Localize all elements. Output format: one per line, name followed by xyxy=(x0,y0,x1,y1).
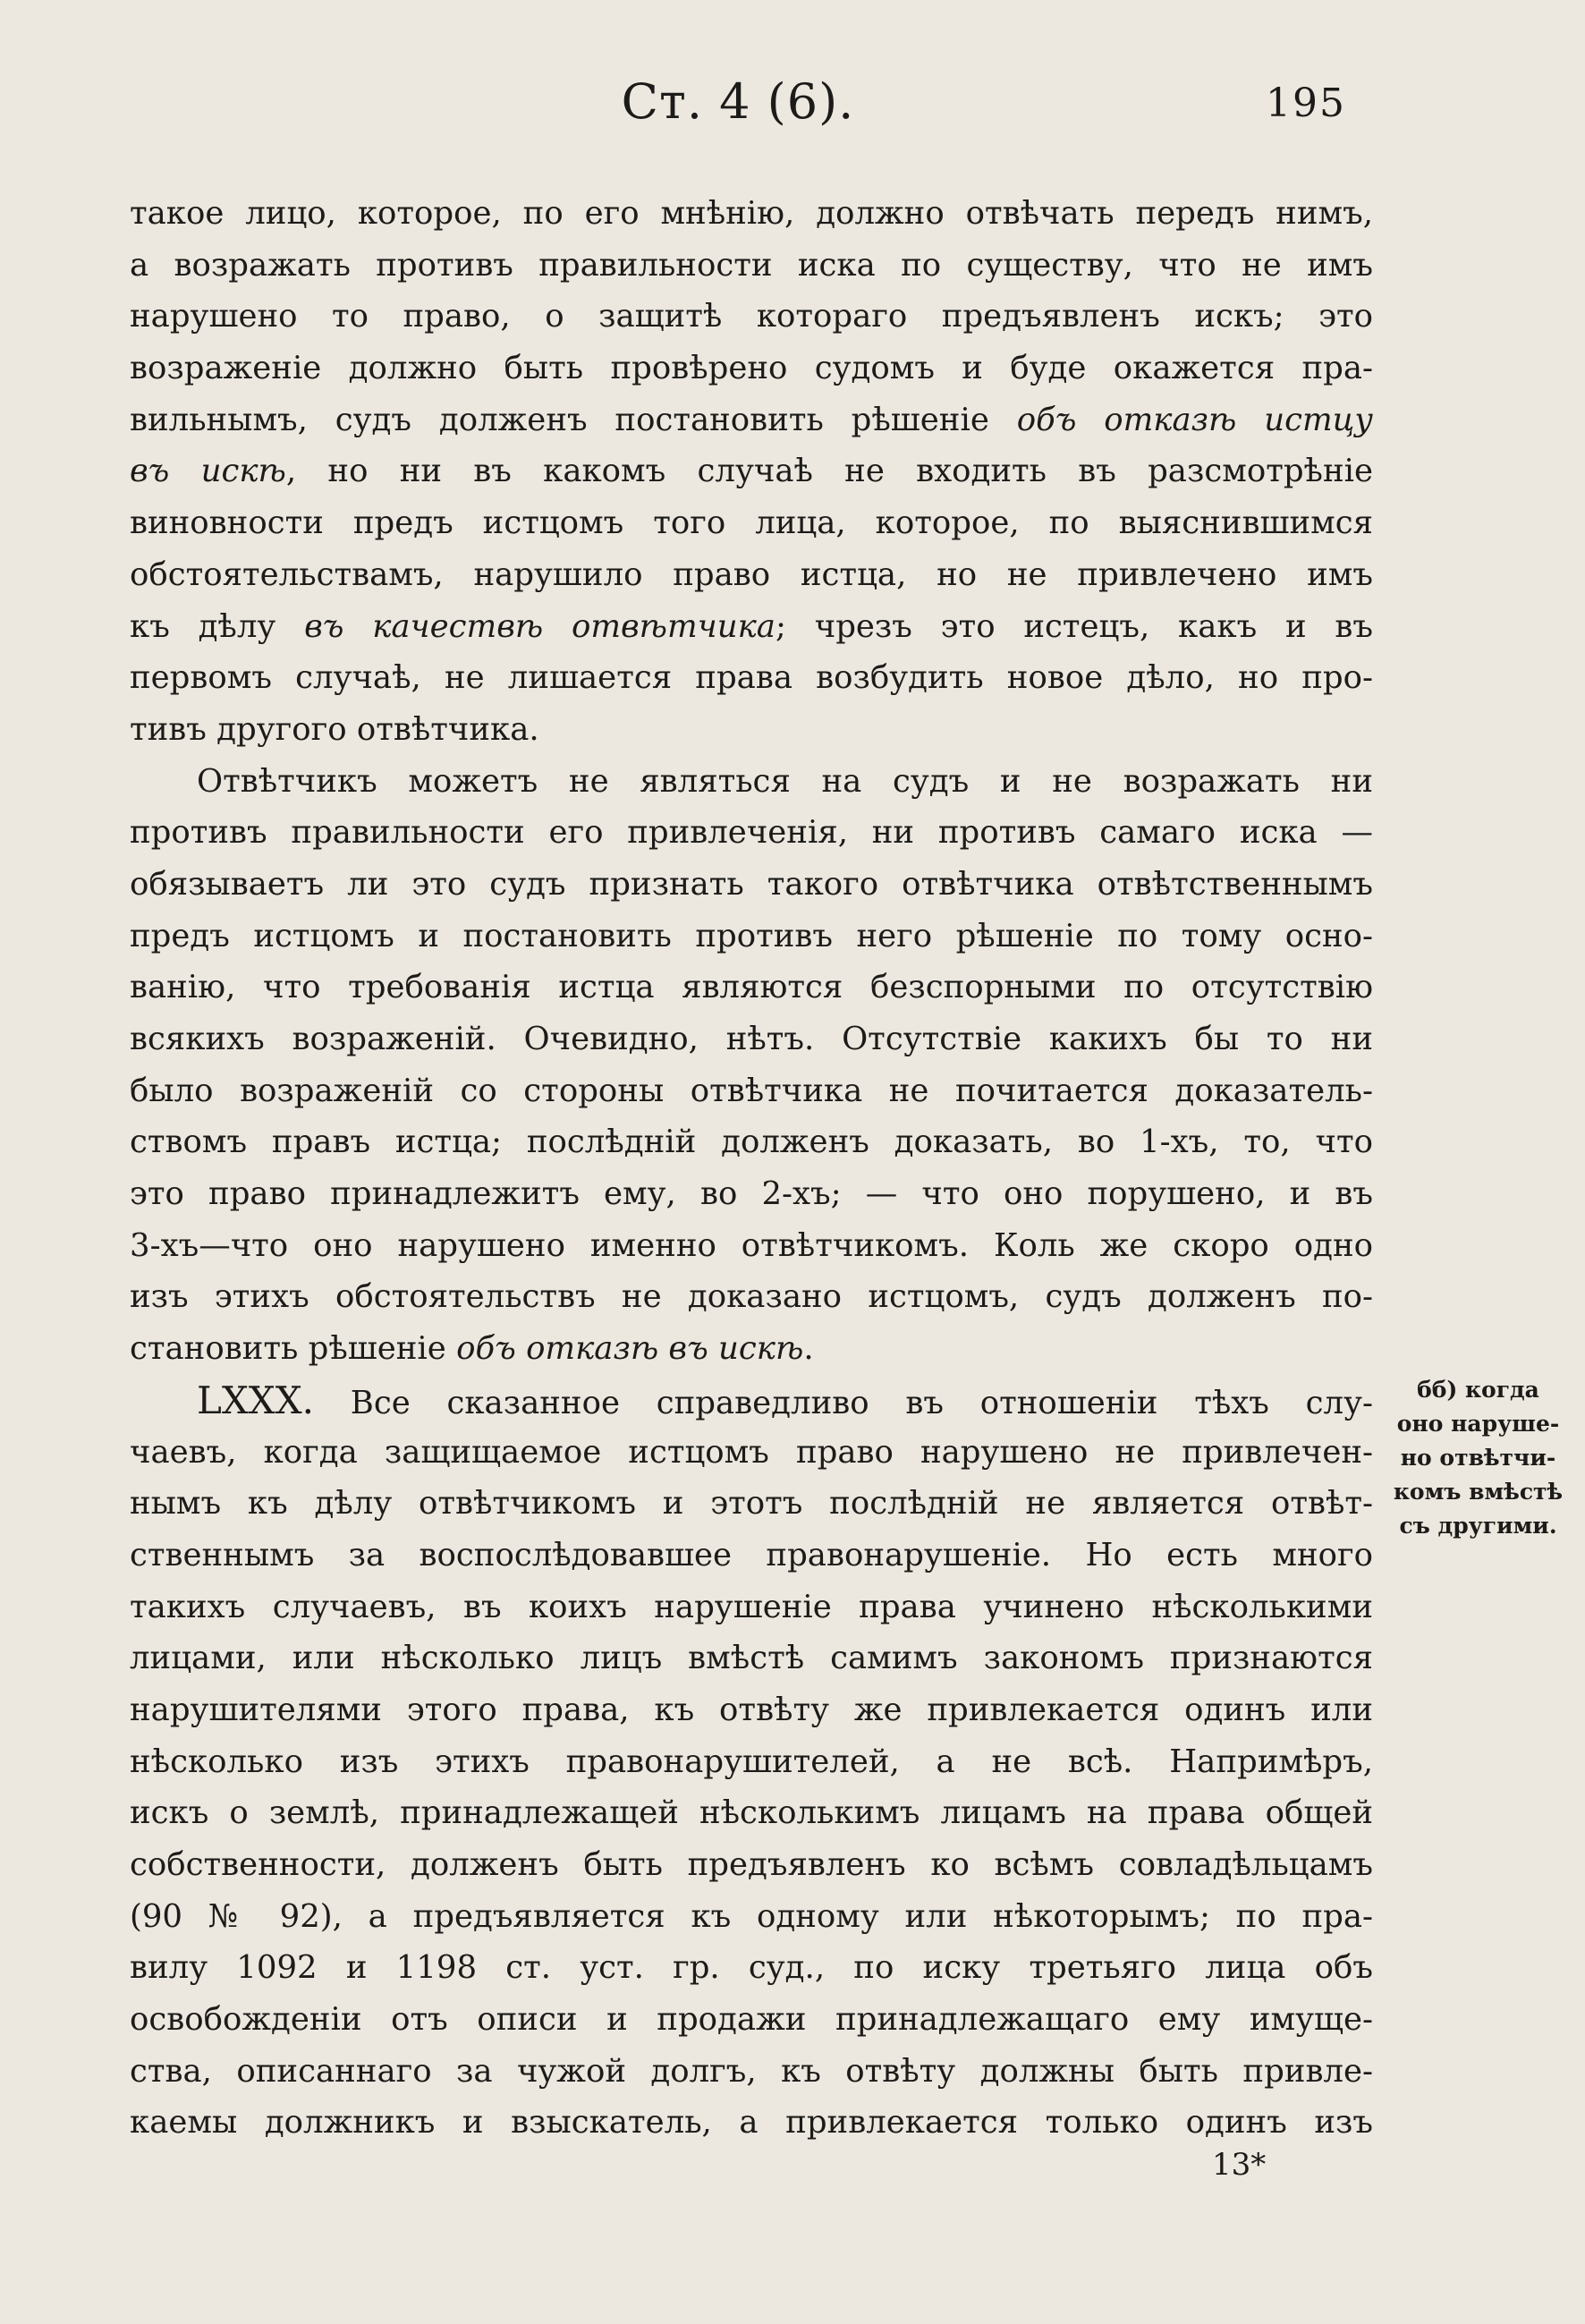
margin-note-line: съ другими. xyxy=(1399,1513,1557,1539)
margin-note-line: но отвѣтчи- xyxy=(1400,1445,1556,1471)
text-line: тивъ другого отвѣтчика. xyxy=(130,710,539,748)
text-line xyxy=(130,445,1373,497)
text-line: нымъ къ дѣлу отвѣтчикомъ и этотъ послѣдній не является отвѣт- xyxy=(130,1485,1373,1522)
text-segment: . xyxy=(803,1330,814,1368)
margin-note-line: комъ вмѣстѣ xyxy=(1393,1479,1564,1505)
text-line: лицами, или нѣсколько лицъ вмѣстѣ самимъ закономъ признаются xyxy=(130,1640,1373,1677)
section-number: LXXX. xyxy=(197,1378,314,1422)
page-header xyxy=(130,73,1346,145)
text-line: ства, описаннаго за чужой долгъ, къ отвѣту должны быть привле- xyxy=(130,2052,1373,2090)
text-segment: ; чрезъ это истецъ, какъ и въ xyxy=(775,607,1373,645)
text-line: вилу 1092 и 1198 ст. уст. гр. суд., по иску третьяго лица объ xyxy=(130,1949,1373,1987)
margin-note-line: оно наруше- xyxy=(1396,1411,1560,1437)
signature-mark: 13* xyxy=(1212,2147,1267,2183)
text-line: 3-хъ—что оно нарушено именно отвѣтчикомъ. Коль же скоро одно xyxy=(130,1226,1373,1264)
text-line: освобожденіи отъ описи и продажи принадлежащаго ему имуще- xyxy=(130,2001,1373,2039)
text-line: это право принадлежитъ ему, во 2-хъ; — что оно порушено, и въ xyxy=(130,1175,1373,1213)
text-line: такихъ случаевъ, въ коихъ нарушеніе права учинено нѣсколькими xyxy=(130,1588,1373,1625)
text-line: такое лицо, которое, по его мнѣнію, должно отвѣчать передъ нимъ, xyxy=(130,195,1373,232)
italic-phrase: объ отказѣ въ искѣ xyxy=(456,1330,804,1368)
text-line: изъ этихъ обстоятельствъ не доказано истцомъ, судъ долженъ по- xyxy=(130,1278,1373,1316)
italic-phrase: въ искѣ xyxy=(130,453,286,490)
text-line: ванію, что требованія истца являются безспорными по отсутствію xyxy=(130,969,1373,1006)
text-line: (90 № 92), а предъявляется къ одному или нѣкоторымъ; по пра- xyxy=(130,1897,1373,1935)
running-title: Ст. 4 (6). xyxy=(621,73,855,130)
text-line: собственности, долженъ быть предъявленъ ко всѣмъ совладѣльцамъ xyxy=(130,1846,1373,1883)
text-line: чаевъ, когда защищаемое истцомъ право нарушено не привлечен- xyxy=(130,1433,1373,1471)
text-segment: вильнымъ, судъ долженъ постановить рѣшеніе xyxy=(130,401,1017,438)
text-line: возраженіе должно быть провѣрено судомъ и буде окажется пра- xyxy=(130,350,1373,387)
margin-note xyxy=(1382,1373,1574,1543)
italic-phrase: въ качествѣ отвѣтчика xyxy=(304,607,776,645)
text-line: ствомъ правъ истца; послѣдній долженъ доказать, во 1-хъ, то, что xyxy=(130,1124,1373,1161)
text-line: нарушителями этого права, къ отвѣту же привлекается одинъ или xyxy=(130,1691,1373,1728)
text-line xyxy=(130,1323,1373,1375)
text-line: предъ истцомъ и постановить противъ него рѣшеніе по тому осно- xyxy=(130,917,1373,954)
page-number: 195 xyxy=(1266,81,1346,126)
text-line: всякихъ возраженій. Очевидно, нѣтъ. Отсутствіе какихъ бы то ни xyxy=(130,1021,1373,1057)
text-line: было возраженій со стороны отвѣтчика не почитается доказатель- xyxy=(130,1072,1373,1109)
main-text xyxy=(130,188,1373,2149)
text-line: а возражать противъ правильности иска по существу, что не имъ xyxy=(130,246,1373,284)
text-line: нарушено то право, о защитѣ котораго предъявленъ искъ; это xyxy=(130,298,1373,335)
text-line: Отвѣтчикъ можетъ не являться на судъ и не возражать ни xyxy=(197,762,1373,800)
text-line xyxy=(130,601,1373,653)
text-segment: становить рѣшеніе xyxy=(130,1330,457,1368)
text-line: нѣсколько изъ этихъ правонарушителей, а не всѣ. Напримѣръ, xyxy=(130,1743,1373,1780)
text-line: виновности предъ истцомъ того лица, которое, по выяснившимся xyxy=(130,505,1373,542)
text-line: обстоятельствамъ, нарушило право истца, но не привлечено имъ xyxy=(130,556,1373,593)
margin-note-line: бб) когда xyxy=(1417,1377,1539,1403)
text-segment: къ дѣлу xyxy=(130,607,305,645)
text-line: первомъ случаѣ, не лишается права возбудить новое дѣло, но про- xyxy=(130,659,1373,697)
text-line: ственнымъ за воспослѣдовавшее правонарушеніе. Но есть много xyxy=(130,1536,1373,1573)
text-line: искъ о землѣ, принадлежащей нѣсколькимъ лицамъ на права общей xyxy=(130,1794,1373,1832)
italic-phrase: объ отказѣ истцу xyxy=(1016,401,1373,438)
text-segment: Все сказанное справедливо въ отношеніи тѣхъ слу- xyxy=(313,1384,1373,1421)
text-line: каемы должникъ и взыскатель, а привлекается только одинъ изъ xyxy=(130,2104,1373,2142)
text-line: обязываетъ ли это судъ признать такого отвѣтчика отвѣтственнымъ xyxy=(130,865,1373,903)
text-line: противъ правильности его привлеченія, ни противъ самаго иска — xyxy=(130,814,1373,852)
text-line xyxy=(130,394,1373,446)
text-line xyxy=(130,1375,1373,1427)
text-segment: , но ни въ какомъ случаѣ не входить въ разсмотрѣніе xyxy=(285,453,1373,490)
